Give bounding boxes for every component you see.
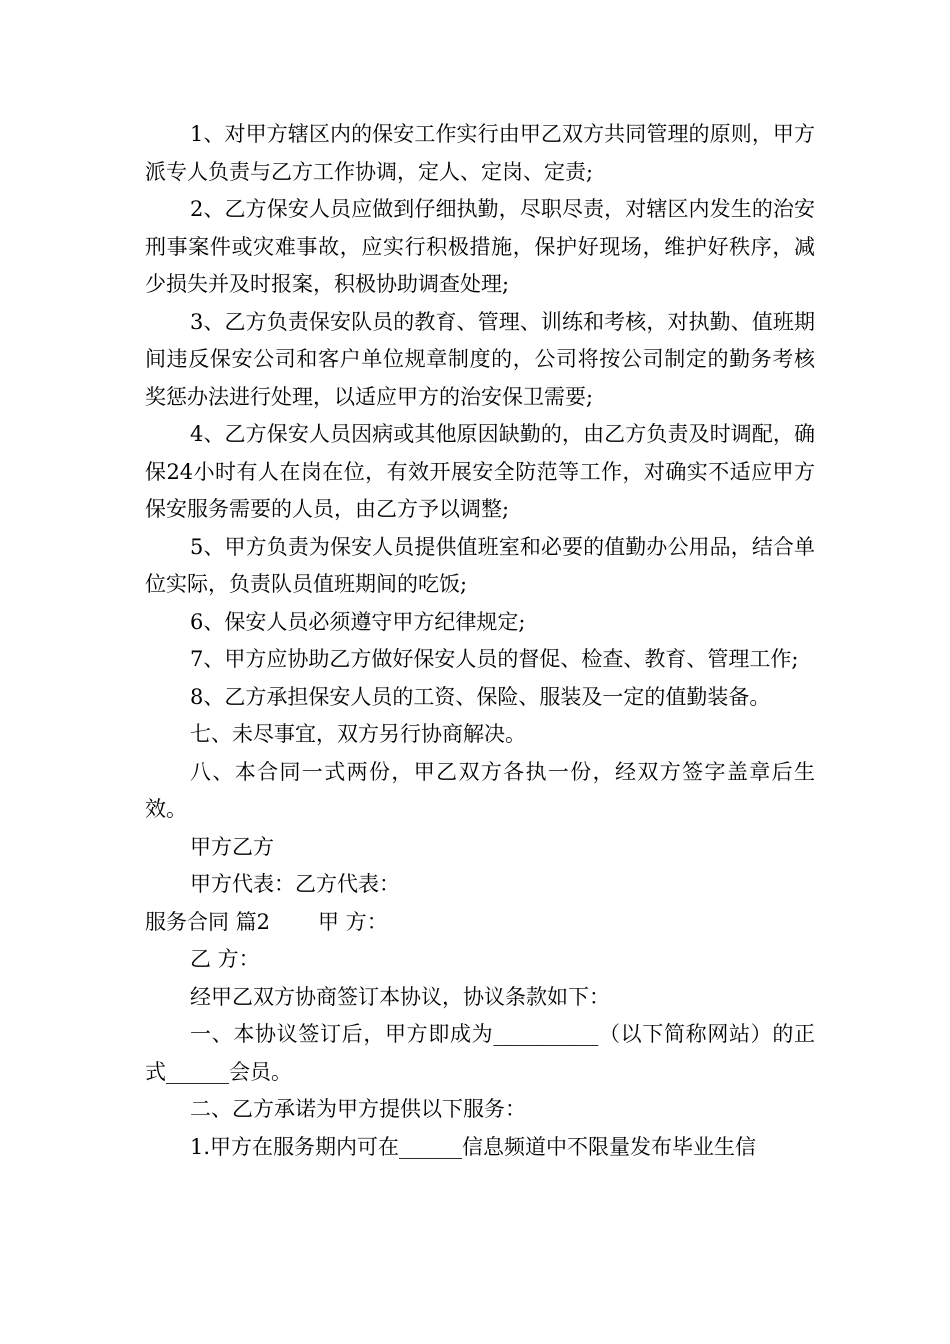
signature-parties: 甲方乙方	[190, 834, 274, 859]
clause-paragraph-5: 5、甲方负责为保安人员提供值班室和必要的值勤办公用品，结合单位实际，负责队员值班期间的吃饭;	[145, 534, 815, 596]
clause-seven: 七、未尽事宜，双方另行协商解决。	[190, 722, 526, 746]
document-body	[145, 116, 815, 1166]
party-a-label: 甲 方：	[318, 909, 388, 934]
clause-one: 一、本协议签订后，甲方即成为__________（以下简称网站）的正式______会员。	[145, 1022, 815, 1084]
agreement-intro: 经甲乙双方协商签订本协议，协议条款如下：	[190, 984, 610, 1009]
clause-paragraph-7: 7、甲方应协助乙方做好保安人员的督促、检查、教育、管理工作;	[190, 647, 799, 671]
clause-two: 二、乙方承诺为甲方提供以下服务：	[190, 1097, 526, 1121]
section-heading-line	[145, 904, 815, 942]
clause-two-item-one: 1.甲方在服务期内可在______信息频道中不限量发布毕业生信	[190, 1134, 757, 1159]
section-heading: 服务合同 篇2	[145, 909, 271, 934]
clause-paragraph-1: 1、对甲方辖区内的保安工作实行由甲乙双方共同管理的原则，甲方派专人负责与乙方工作协调，定人、定岗、定责;	[145, 122, 815, 184]
party-b-label: 乙 方：	[190, 947, 260, 971]
clause-paragraph-2: 2、乙方保安人员应做到仔细执勤，尽职尽责，对辖区内发生的治安刑事案件或灾难事故，应实行积极措施，保护好现场，维护好秩序，减少损失并及时报案，积极协助调查处理;	[145, 197, 815, 296]
clause-paragraph-8: 8、乙方承担保安人员的工资、保险、服装及一定的值勤装备。	[190, 684, 771, 709]
clause-paragraph-4: 4、乙方保安人员因病或其他原因缺勤的，由乙方负责及时调配，确保24小时有人在岗在位，有效开展安全防范等工作，对确实不适应甲方保安服务需要的人员，由乙方予以调整;	[145, 422, 815, 521]
signature-representatives: 甲方代表：乙方代表：	[190, 872, 400, 896]
clause-eight: 八、本合同一式两份，甲乙双方各执一份，经双方签字盖章后生效。	[145, 759, 815, 821]
clause-paragraph-3: 3、乙方负责保安队员的教育、管理、训练和考核，对执勤、值班期间违反保安公司和客户单位规章制度的，公司将按公司制定的勤务考核奖惩办法进行处理，以适应甲方的治安保卫需要;	[145, 309, 815, 409]
clause-paragraph-6: 6、保安人员必须遵守甲方纪律规定;	[190, 609, 526, 634]
